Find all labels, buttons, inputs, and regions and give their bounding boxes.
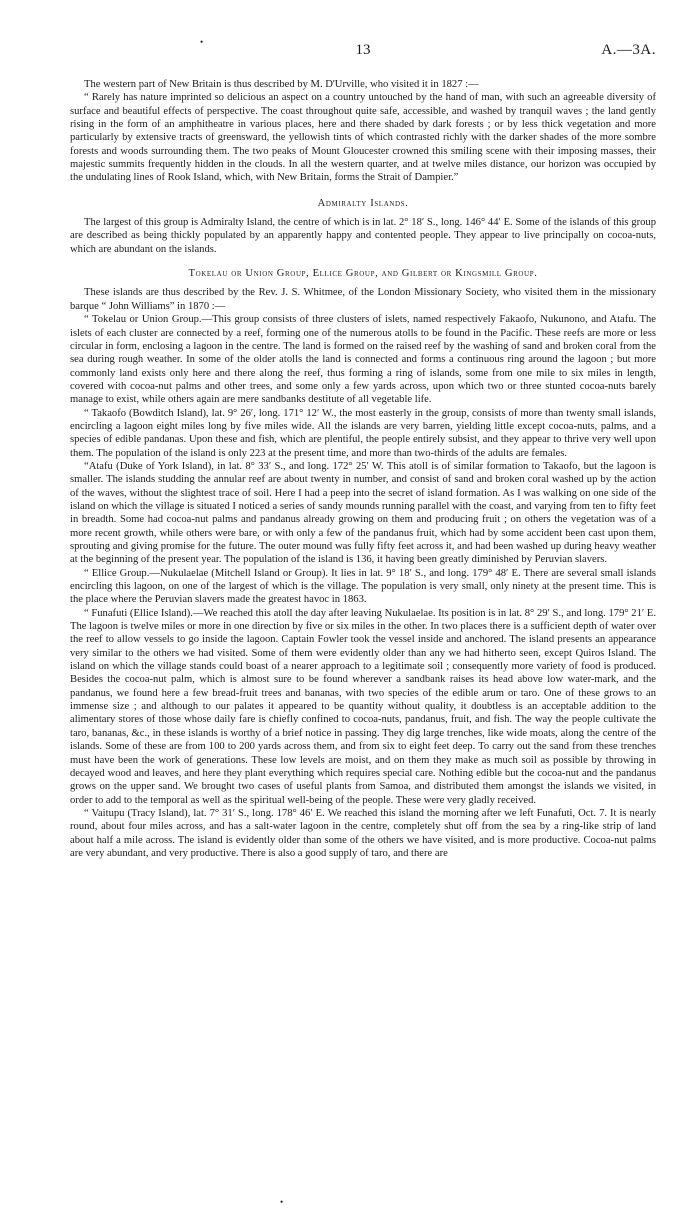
paragraph-tokelau: “ Tokelau or Union Group.—This group consists of three clusters of islets, named respectively Fakaofo, Nukunono, and Atafu. The islets of each cluster are connected by a reef, forming one of the numerous atolls to be found in the Pacific. These reefs are more or less circular in form, enclosing a lagoon in the centre. The land is formed on the raised reef by the washing of sand and broken coral from the sea during rough weather. In some of the older atolls the land is connected and forms a continuous ring around the lagoon ; but more commonly land exists only here and there along the reef, thus forming a ring of islands, some from one mile to six miles in length, covered with cocoa-nut palms and other trees, and some only a few yards across, upon which two or three stunted cocoa-nuts barely manage to exist, while others again are mere sandbanks destitute of all vegetable life.: [70, 314, 656, 406]
paragraph-vaitupu: “ Vaitupu (Tracy Island), lat. 7° 31′ S., long. 178° 46′ E. We reached this island the morning after we left Funafuti, Oct. 7. It is nearly round, about four miles across, and has a salt-water lagoon in the centre, completely shut off from the sea by a ring-like strip of land about half a mile across. The island is evidently older than some of the others we have visited, and is more productive. Cocoa-nut palms are very abundant, and very productive. There is also a good supply of taro, and there are: [70, 807, 656, 859]
paragraph-admiralty: The largest of this group is Admiralty Island, the centre of which is in lat. 2° 18′ S., long. 146° 44′ E. Some of the islands of this group are described as being thickly populated by an apparently happy and contented people. They appear to live principally on cocoa-nuts, which are abundant on the islands.: [70, 217, 656, 255]
page-header: [70, 37, 656, 66]
paragraph-durville-quote: “ Rarely has nature imprinted so delicious an aspect on a country untouched by the hand of man, with such an agreeable diversity of surface and beautiful effects of perspective. The coast throughout quite safe, accessible, and washed by tranquil waves ; the land gently rising in the form of an amphitheatre in various places, here and there shaded by dark forests ; or by less thick vegetation and more particularly by extensive tracts of greensward, the yellowish tints of which contrasted richly with the darker shades of the more sombre forests and woods surrounding them. The two peaks of Mount Gloucester crowned this smiling scene with their imposing masses, their majestic summits frequently hidden in the clouds. In all the western quarter, and at twelve miles distance, our horizon was occupied by the undulating lines of Rook Island, which, with New Britain, forms the Strait of Dampier.”: [70, 92, 656, 184]
paragraph-intro: The western part of New Britain is thus described by M. D'Urville, who visited it in 1827 :—: [84, 79, 479, 90]
bottom-mark: •: [280, 1197, 284, 1207]
section-heading-tokelau-ellice-gilbert: Tokelau or Union Group, Ellice Group, and Gilbert or Kingsmill Group.: [188, 268, 538, 280]
top-mark: •: [200, 37, 204, 47]
paragraph-whitmee-intro: These islands are thus described by the Rev. J. S. Whitmee, of the London Missionary Society, who visited them in the missionary barque “ John Williams” in 1870 :—: [70, 287, 656, 312]
page-number: 13: [355, 42, 371, 58]
section-heading-admiralty: Admiralty Islands.: [317, 197, 409, 209]
paragraph-takaofo: “ Takaofo (Bowditch Island), lat. 9° 26′, long. 171° 12′ W., the most easterly in the group, consists of more than twenty small islands, encircling a lagoon eight miles long by five miles wide. All the islands are very barren, yielding little except cocoa-nuts, palms, and a species of edible pandanas. Upon these and fish, which are plentiful, the people entirely subsist, and they appear to thrive very well upon them. The population of the island is only 223 at the present time, and more than two-thirds of the adults are females.: [70, 407, 656, 459]
paragraph-atafu: “Atafu (Duke of York Island), in lat. 8° 33′ S., and long. 172° 25′ W. This atoll is of similar formation to Takaofo, but the lagoon is smaller. The islands studding the annular reef are about twenty in number, and consist of sand and broken coral washed up by the action of the waves, without the slightest trace of soil. Here I had a peep into the secret of island formation. As I was walking on one side of the island on which the village is situated I noticed a series of sandy mounds running parallel with the coast, and varying from ten to fifty feet in breadth. Some had cocoa-nut palms and pandanus already growing on them and producing fruit ; on others the vegetation was of a more recent growth, while others were bare, or with only a few of the pandanus fruit, which had by some accident been cast upon them, sprouting and giving promise for the future. The outer mound was fully fifty feet across it, and had been washed up during heavy weather at the beginning of the present year. The population of the island is 136, it having been greatly diminished by Peruvian slavers.: [70, 460, 656, 566]
paragraph-funafuti: “ Funafuti (Ellice Island).—We reached this atoll the day after leaving Nukulaelae. Its position is in lat. 8° 29′ S., and long. 179° 21′ E. The lagoon is twelve miles or more in one direction by five or six miles in the other. In two places there is a sufficient depth of water over the reef to allow vessels to go inside the lagoon. Captain Fowler took the vessel inside and anchored. The island presents an appearance very similar to the others we had visited. Some of them were evidently older than any we had hitherto seen, except Quiros Island. The island on which the village stands could boast of a nearer approach to a legitimate soil ; consequently more variety of food is produced. Besides the cocoa-nut palm, which is almost sure to be found wherever a sandbank raises its head above low water-mark, and the pandanus, we found here a few bread-fruit trees and bananas, with two species of the edible arum or taro. One of these grows to an immense size ; and although to our palates it appeared to be quantity without quality, it doubtless is an acceptable addition to the alimentary stores of those whose daily fare is chiefly confined to cocoa-nuts, pandanus, fruit, and fish. The way the people cultivate the taro, bananas, &c., in these islands is worthy of a brief notice in passing. They dig large trenches, like wide moats, along the centre of the islands. Some of these are from 100 to 200 yards across them, and from six to eight feet deep. To carry out the sand from these trenches must have been the work of generations. These low levels are moist, and on them they make as much soil as possible by throwing in decayed wood and leaves, and here they plant everything which requires special care. Nothing edible but the cocoa-nut and the pandanus grows on the upper sand. We brought two cases of useful plants from Samoa, and distributed them amongst the islands we visited, in order to add to the temporal as well as the spiritual well-being of the people. These were very gladly received.: [70, 607, 656, 806]
document-code: A.—3A.: [601, 42, 656, 58]
paragraph-ellice-group: “ Ellice Group.—Nukulaelae (Mitchell Island or Group). It lies in lat. 9° 18′ S., and long. 179° 48′ E. There are several small islands encircling this lagoon, on one of the largest of which is the village. The population is very small, only ninety at the present time. This is the place where the Peruvian slavers made the greatest havoc in 1863.: [70, 567, 656, 606]
